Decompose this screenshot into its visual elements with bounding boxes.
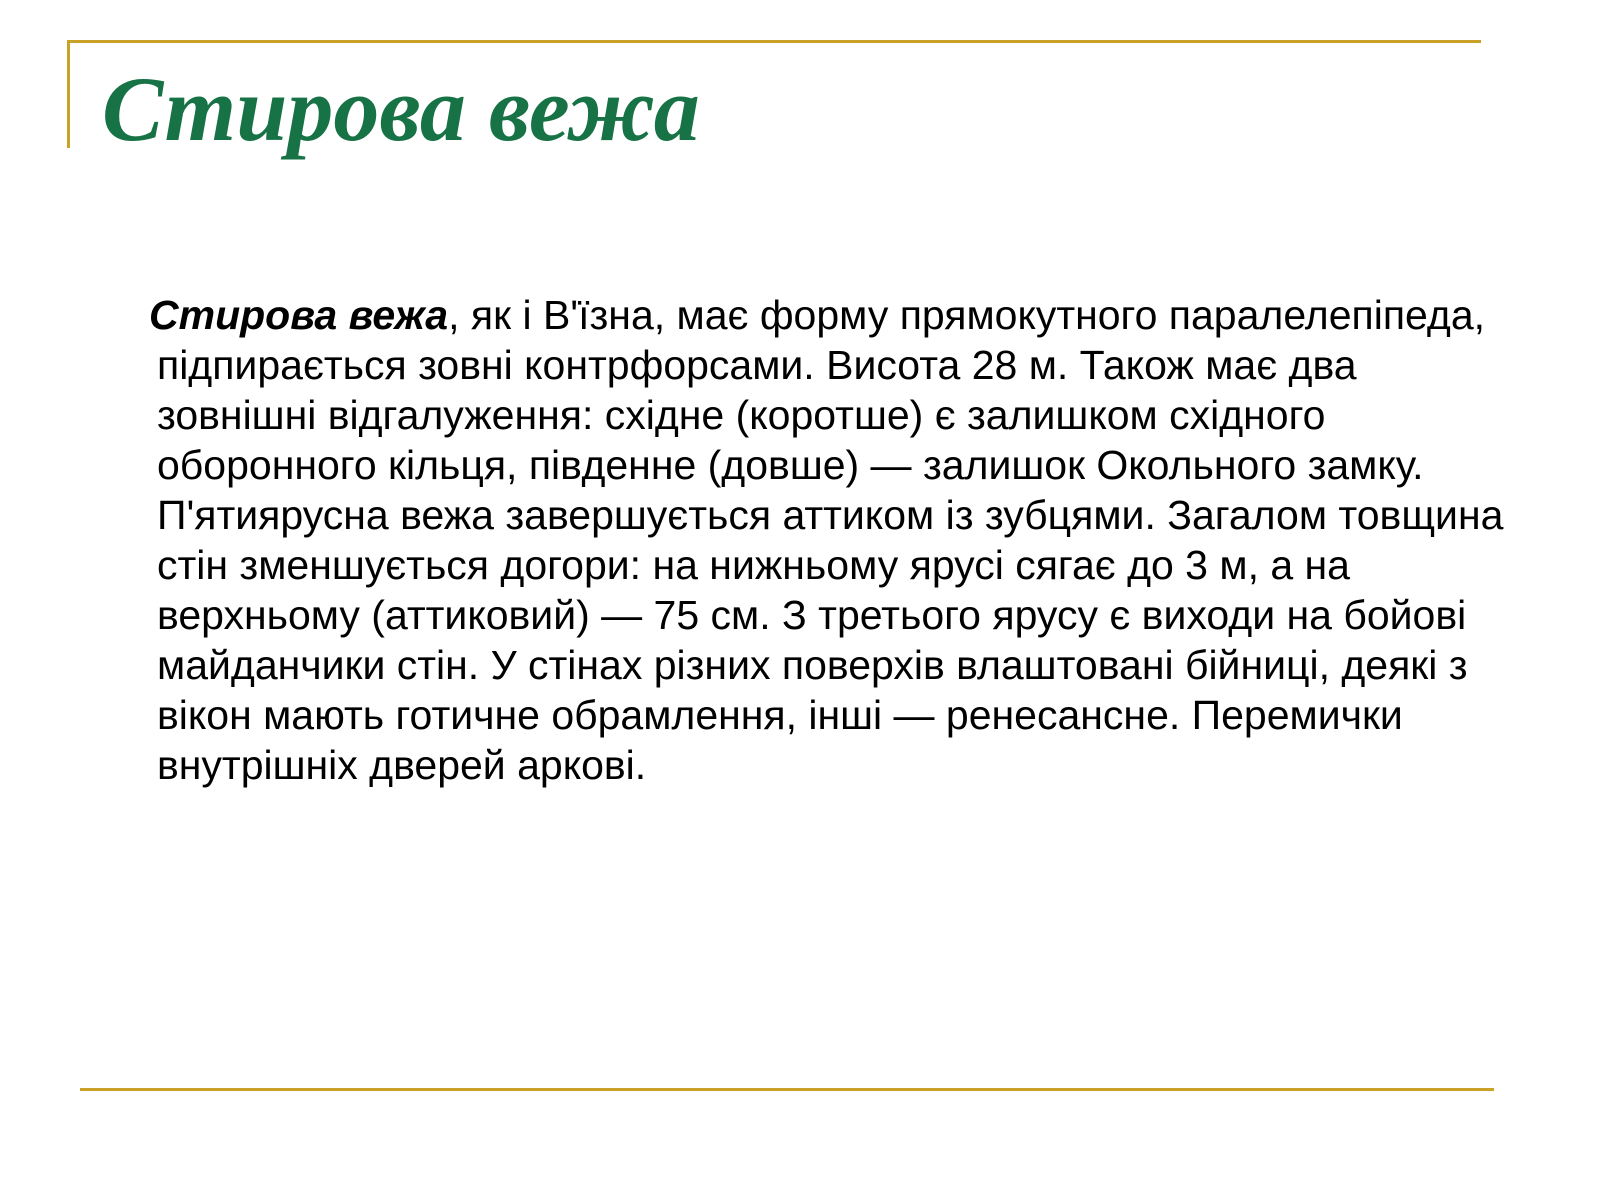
slide-title: Стирова вежа (102, 58, 700, 160)
body-paragraph-text: , як і В'їзна, має форму прямокутного паралелепіпеда, підпирається зовні контрфорсами. Висота 28 м. Також має два зовнішні відгалуження: східне (коротше) є залишком східного оборонного кільця, південне (довше) — залишок Окольного замку. П'ятиярусна вежа завершується аттиком із зубцями. Загалом товщина стін зменшується догори: на нижньому ярусі сягає до 3 м, а на верхньому (аттиковий) — 75 см. З третього ярусу є виходи на бойові майданчики стін. У стінах різних поверхів влаштовані бійниці, деякі з вікон мають готичне обрамлення, інші — ренесансне. Перемички внутрішніх дверей аркові. (157, 292, 1504, 788)
left-divider (67, 40, 70, 148)
body-lead-term: Стирова вежа (149, 292, 449, 338)
bottom-divider (80, 1088, 1494, 1091)
slide-body (149, 290, 1507, 790)
top-divider (67, 40, 1481, 43)
